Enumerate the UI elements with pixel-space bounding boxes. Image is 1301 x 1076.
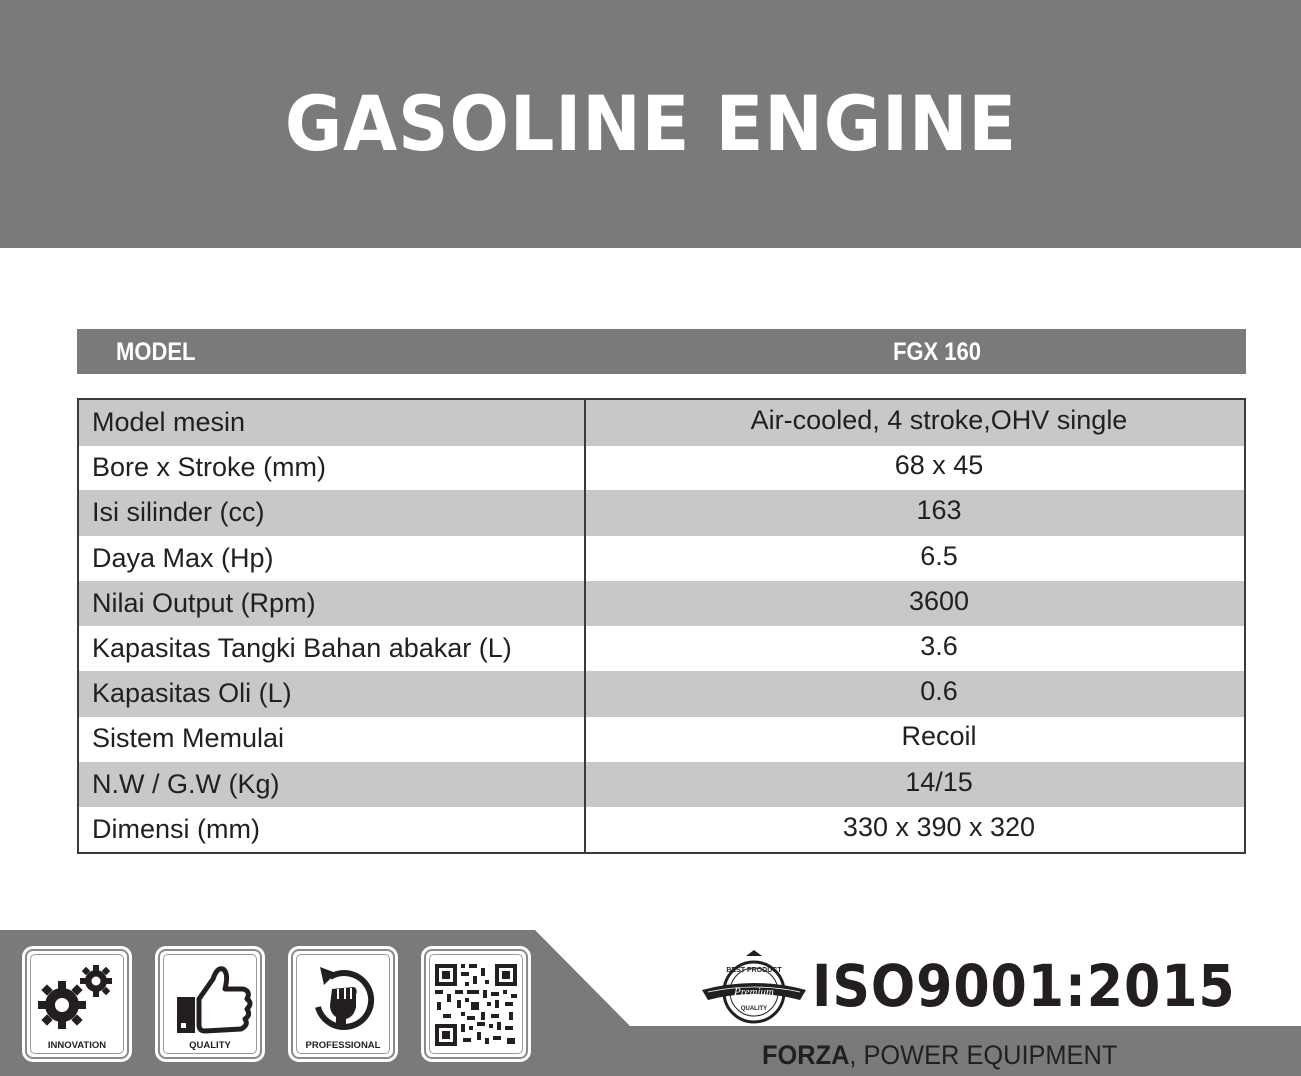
badge-innovation [25, 949, 129, 1059]
premium-quality-seal-icon [700, 948, 808, 1028]
spec-value: 68 x 45 [894, 450, 984, 481]
brand-name: FORZA [762, 1040, 850, 1070]
model-label: MODEL [116, 338, 196, 366]
fist-icon [298, 961, 388, 1039]
badge-professional [291, 949, 395, 1059]
spec-label: Isi silinder (cc) [92, 497, 265, 528]
badge-quality [158, 949, 262, 1059]
spec-row [79, 400, 1244, 446]
spec-value: 330 x 390 x 320 [842, 811, 1036, 842]
spec-row [79, 490, 1244, 536]
column-divider [584, 400, 586, 852]
page-title: GASOLINE ENGINE [284, 78, 1017, 168]
spec-label: Bore x Stroke (mm) [92, 452, 327, 483]
header-band [0, 0, 1301, 248]
qr-code-icon [431, 960, 521, 1050]
badge-caption: INNOVATION [47, 1040, 107, 1051]
spec-value: 3600 [908, 585, 970, 616]
spec-label: Nilai Output (Rpm) [92, 587, 316, 618]
spec-row [79, 626, 1244, 672]
spec-row [79, 716, 1244, 762]
thumbs-up-icon [165, 961, 255, 1039]
spec-value: 163 [916, 495, 962, 526]
seal-bottom-text: QUALITY [740, 1006, 768, 1012]
spec-label: Kapasitas Tangki Bahan abakar (L) [92, 633, 512, 663]
seal-top-text: BEST PRODUCT [726, 967, 782, 974]
spec-value: 0.6 [920, 676, 958, 707]
spec-label: Dimensi (mm) [92, 813, 260, 844]
spec-label: Model mesin [92, 407, 246, 437]
spec-row [79, 536, 1244, 582]
spec-row [79, 762, 1244, 808]
iso-standard: ISO9001:2015 [812, 952, 1236, 1020]
spec-row [79, 807, 1244, 853]
spec-value: 14/15 [905, 766, 973, 797]
seal-middle-text: Premium [734, 986, 774, 998]
spec-label: N.W / G.W (Kg) [92, 768, 280, 799]
spec-row [79, 445, 1244, 491]
spec-value: 6.5 [920, 540, 958, 571]
spec-value: 3.6 [920, 631, 958, 661]
brand-tagline: , POWER EQUIPMENT [849, 1040, 1118, 1070]
gears-icon [32, 961, 122, 1039]
model-bar [77, 329, 1246, 374]
spec-label: Sistem Memulai [92, 723, 285, 754]
brand-line [762, 1040, 1117, 1071]
model-value: FGX 160 [892, 338, 982, 366]
spec-row [79, 671, 1244, 717]
spec-label: Kapasitas Oli (L) [92, 678, 292, 709]
badge-caption: PROFESSIONAL [305, 1040, 381, 1051]
badge-caption: QUALITY [189, 1040, 231, 1051]
spec-label: Daya Max (Hp) [92, 542, 274, 573]
spec-value: Recoil [901, 721, 977, 752]
spec-row [79, 581, 1244, 627]
badge-qr [424, 949, 528, 1059]
spec-value: Air-cooled, 4 stroke,OHV single [750, 405, 1128, 435]
spec-table [77, 398, 1246, 854]
